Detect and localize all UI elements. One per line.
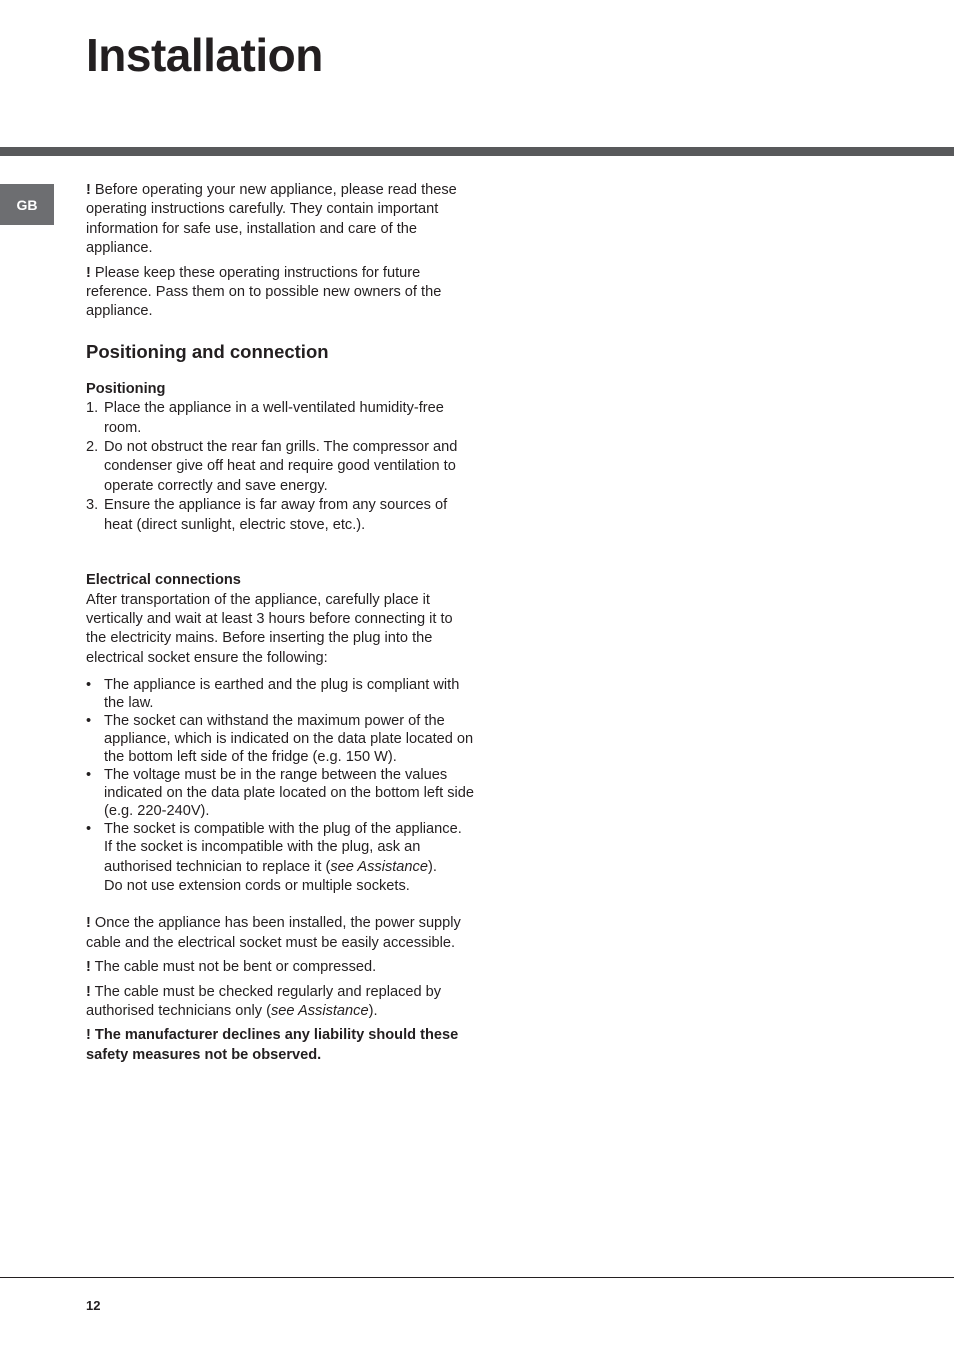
intro-paragraph: ! Please keep these operating instructions for future reference. Pass them on to possible new owners of the appliance. [86, 264, 442, 320]
bullet: • [86, 713, 92, 730]
footer-divider [0, 1277, 954, 1278]
section-heading: Positioning and connection [86, 340, 329, 362]
bullet: • [86, 821, 92, 838]
warning-mark: ! [86, 1027, 91, 1044]
main-content [86, 181, 476, 1065]
positioning-list [86, 399, 476, 535]
list-item: • The appliance is earthed and the plug is compliant with the law. [86, 677, 460, 712]
socket-note: If the socket is incompatible with the plug, ask an authorised technician to replace it (see Assistance). [104, 839, 437, 875]
warning-paragraph: ! Once the appliance has been installed, the power supply cable and the electrical socket must be easily accessible. [86, 915, 461, 951]
warning-mark: ! [86, 983, 91, 1000]
intro-paragraph: ! Before operating your new appliance, please read these operating instructions carefully. They contain important information for safe use, installation and care of the appliance. [86, 182, 457, 257]
list-item: 3. Ensure the appliance is far away from any sources of heat (direct sunlight, electric stove, etc.). [86, 497, 448, 533]
header-divider [0, 147, 954, 156]
bullet: • [86, 767, 92, 784]
bullet: • [86, 677, 92, 694]
warnings [86, 914, 476, 1065]
liability-warning: ! The manufacturer declines any liability should these safety measures not be observed. [86, 1027, 459, 1063]
subsection-heading-positioning: Positioning [86, 380, 166, 397]
warning-mark: ! [86, 182, 91, 198]
warning-paragraph: ! The cable must be checked regularly and replaced by authorised technicians only (see Assistance). [86, 983, 442, 1019]
language-tab: GB [0, 184, 54, 225]
list-item: • The socket is compatible with the plug of the appliance. If the socket is incompatible with the plug, ask an authorised technician to replace it (see Assistance). Do not use extension cords or multiple sockets. [86, 820, 476, 896]
list-item: • The voltage must be in the range between the values indicated on the data plate located on the bottom left side (e.g. 220-240V). [86, 767, 474, 820]
extension-note: Do not use extension cords or multiple sockets. [104, 877, 410, 894]
page-title: Installation [86, 29, 323, 81]
page-number: 12 [86, 1298, 101, 1313]
electrical-intro: After transportation of the appliance, carefully place it vertically and wait at least 3 hours before connecting it to the electricity mains. Before inserting the plug into the electrical socket ensure the following: [86, 591, 453, 666]
list-item: • The socket can withstand the maximum power of the appliance, which is indicated on the data plate located on the bottom left side of the fridge (e.g. 150 W). [86, 713, 474, 766]
subsection-heading-electrical: Electrical connections [86, 572, 241, 589]
electrical-checklist [86, 676, 476, 896]
warning-mark: ! [86, 264, 91, 281]
warning-mark: ! [86, 915, 91, 932]
warning-mark: ! [86, 959, 91, 976]
warning-paragraph: ! The cable must not be bent or compressed. [86, 959, 377, 976]
list-item: 2. Do not obstruct the rear fan grills. The compressor and condenser give off heat and require good ventilation to operate correctly and save energy. [86, 439, 458, 494]
list-item: 1. Place the appliance in a well-ventilated humidity-free room. [86, 400, 444, 436]
